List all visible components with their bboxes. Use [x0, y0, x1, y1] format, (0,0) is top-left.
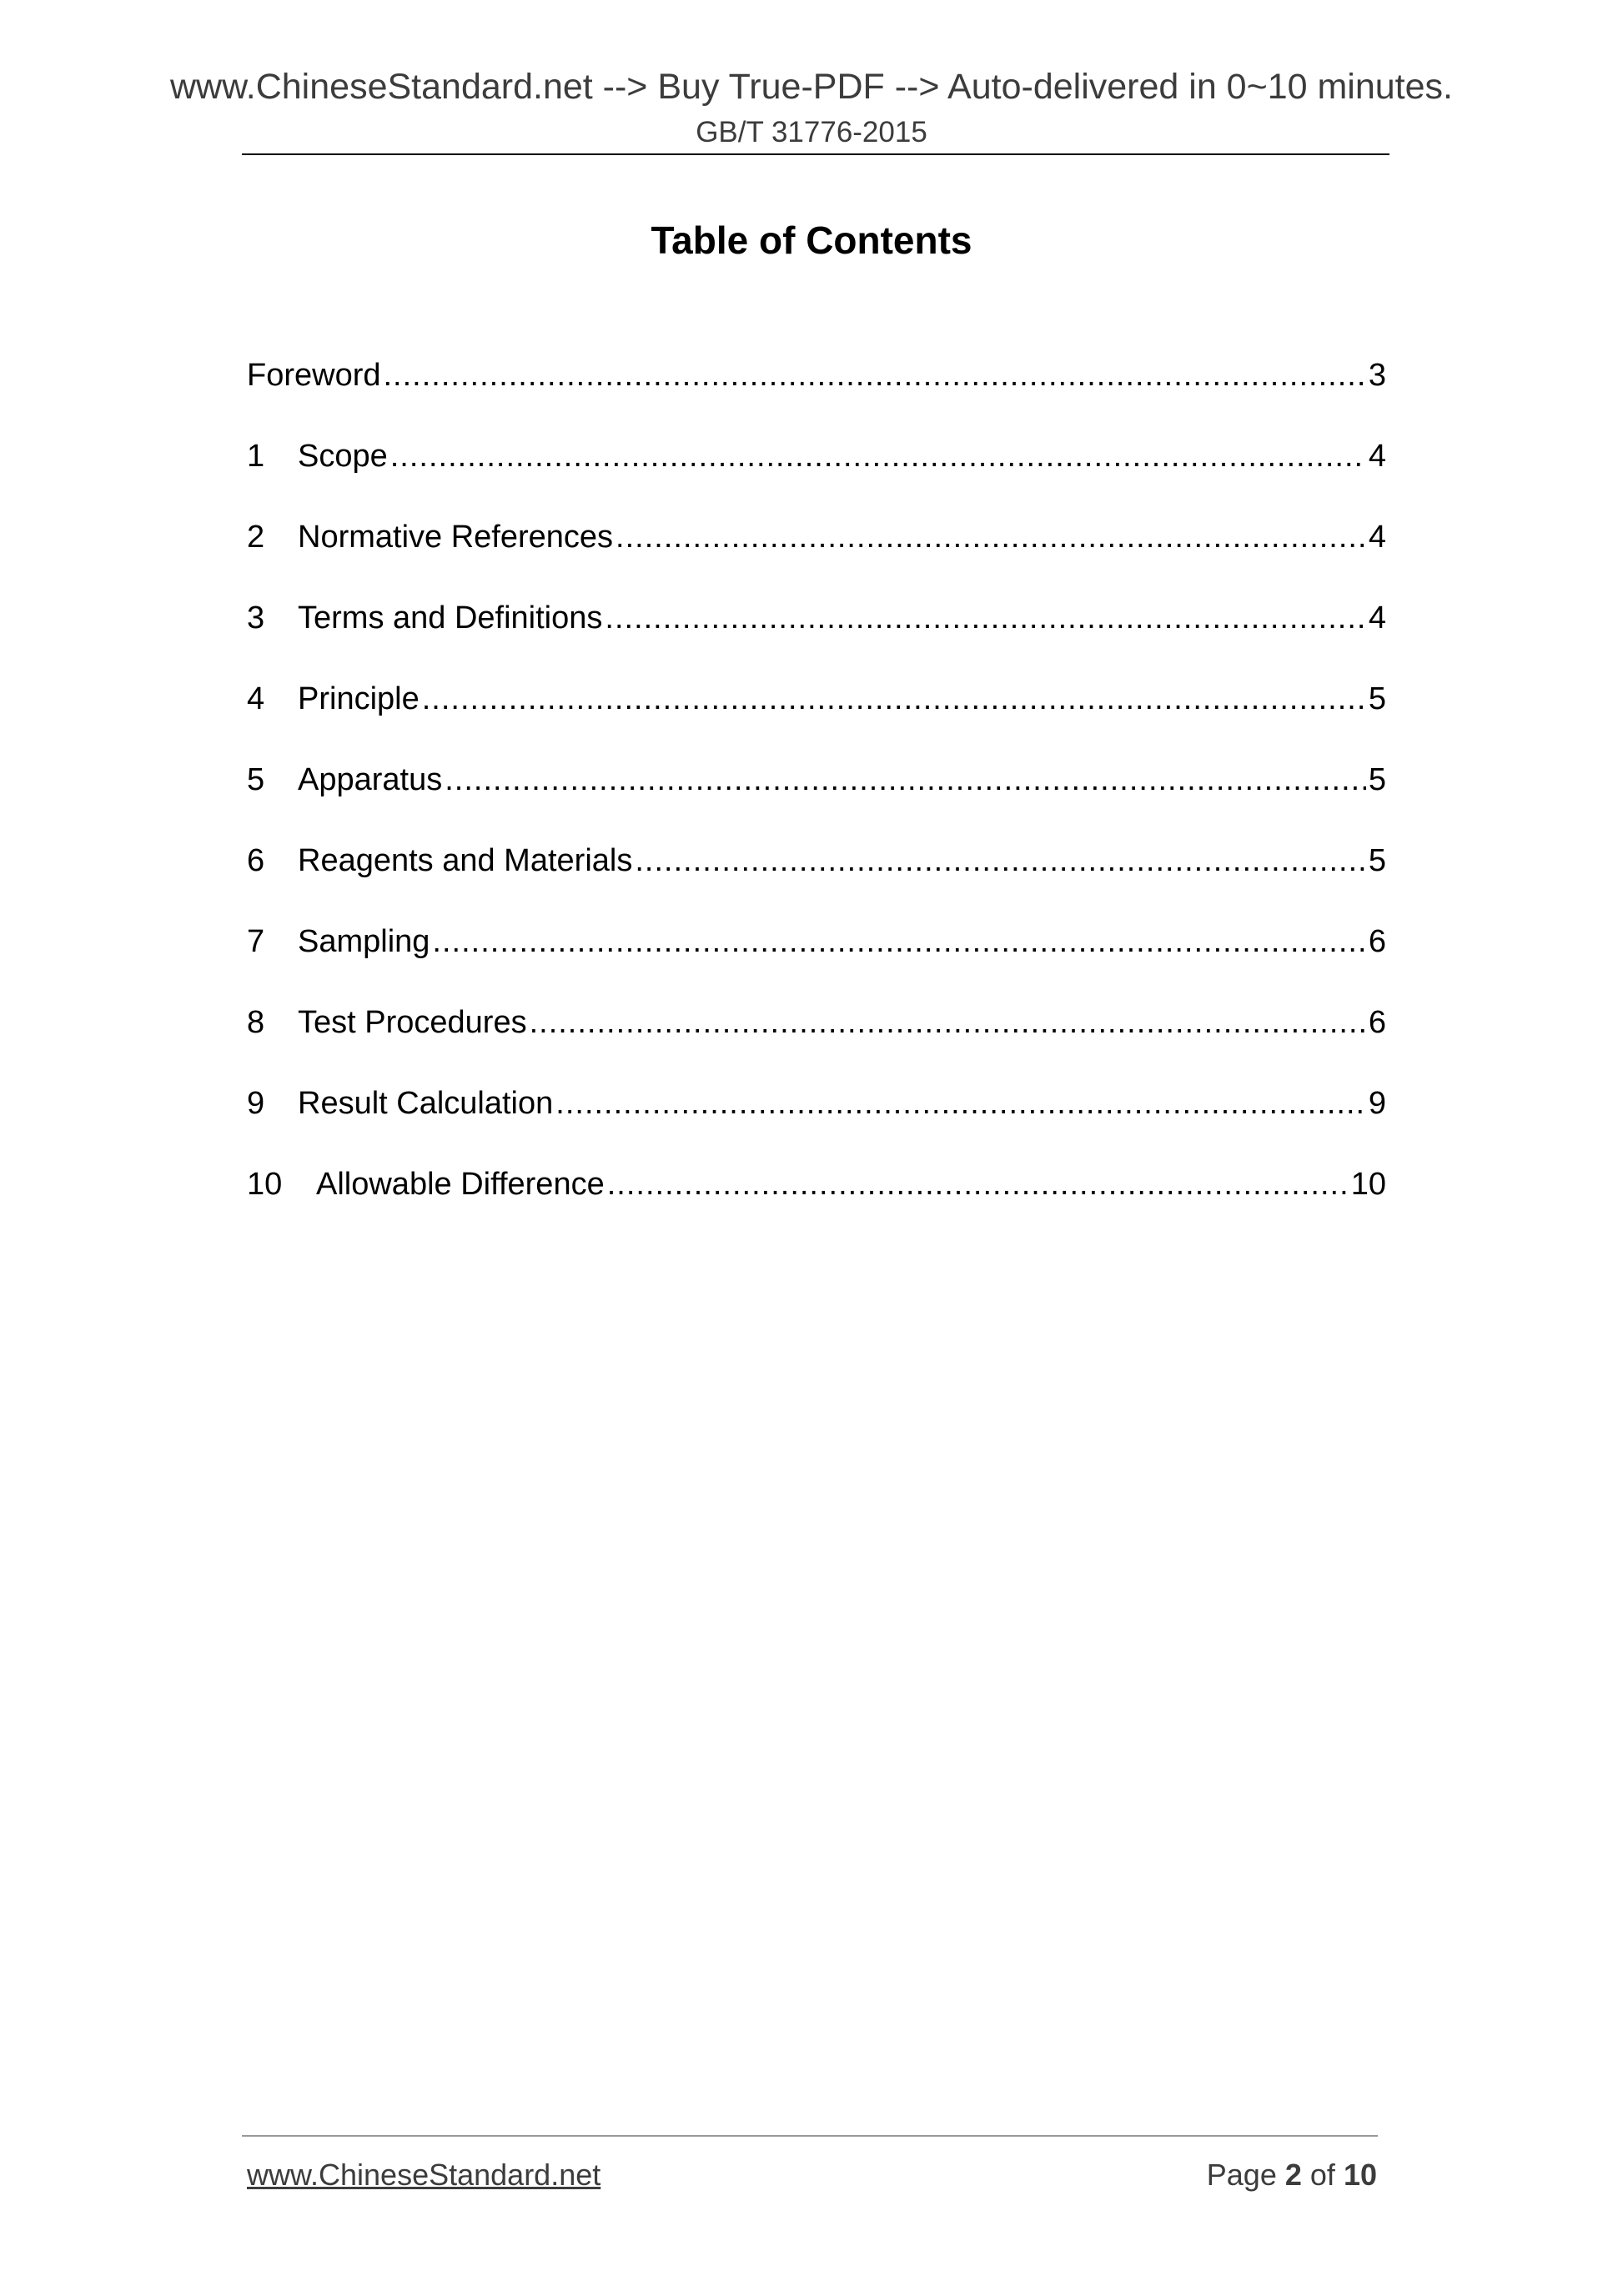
toc-entry-text: Normative References — [298, 520, 614, 555]
toc-page-number: 5 — [1368, 843, 1386, 878]
toc-entry-test-procedures[interactable] — [247, 997, 1386, 1078]
toc-dot-leader — [432, 917, 1365, 967]
toc-entry-sampling[interactable] — [247, 917, 1386, 997]
toc-entry-text: Foreword — [247, 358, 381, 393]
toc-page-number: 10 — [1350, 1167, 1386, 1202]
toc-dot-leader — [384, 350, 1366, 400]
toc-section-number: 10 — [247, 1167, 283, 1202]
toc-entry-text: Allowable Difference — [316, 1167, 605, 1202]
toc-entry-allowable-difference[interactable] — [247, 1159, 1386, 1240]
toc-entry-normative-references[interactable] — [247, 512, 1386, 593]
toc-section-number: 3 — [247, 600, 265, 636]
page-indicator — [1207, 2155, 1377, 2195]
toc-entry-foreword[interactable] — [247, 350, 1386, 431]
toc-entry-text: Sampling — [298, 924, 430, 959]
toc-page-number: 9 — [1368, 1086, 1386, 1121]
page-prefix: Page — [1206, 2158, 1277, 2192]
toc-page-number: 6 — [1368, 1005, 1386, 1040]
toc-entry-text: Reagents and Materials — [298, 843, 633, 878]
header-banner: www.ChineseStandard.net --> Buy True-PDF --> Auto-delivered in 0~10 minutes. — [169, 67, 1453, 107]
toc-entry-text: Terms and Definitions — [298, 600, 603, 636]
toc-entry-apparatus[interactable] — [247, 755, 1386, 836]
toc-dot-leader — [530, 997, 1366, 1048]
page-of-label: of — [1309, 2158, 1335, 2192]
toc-dot-leader — [635, 836, 1366, 886]
toc-page-number: 5 — [1368, 681, 1386, 716]
current-page-number: 2 — [1284, 2158, 1302, 2192]
toc-entry-text: Result Calculation — [298, 1086, 554, 1121]
toc-section-number: 5 — [247, 762, 265, 797]
toc-entry-text: Apparatus — [298, 762, 443, 797]
toc-entry-scope[interactable] — [247, 431, 1386, 512]
toc-section-number: 7 — [247, 924, 265, 959]
footer-site-link[interactable]: www.ChineseStandard.net — [247, 2158, 601, 2192]
toc-title: Table of Contents — [651, 219, 972, 262]
toc-section-number: 1 — [247, 439, 265, 474]
toc-entry-text: Principle — [298, 681, 420, 716]
standard-code: GB/T 31776-2015 — [696, 116, 927, 148]
toc-page-number: 5 — [1368, 762, 1386, 797]
toc-dot-leader — [605, 593, 1365, 643]
footer-divider — [242, 2135, 1378, 2137]
toc-section-number: 6 — [247, 843, 265, 878]
toc-dot-leader — [555, 1078, 1366, 1128]
toc-entry-result-calculation[interactable] — [247, 1078, 1386, 1159]
toc-dot-leader — [390, 431, 1366, 481]
toc-page-number: 4 — [1368, 520, 1386, 555]
toc-section-number: 9 — [247, 1086, 265, 1121]
toc-section-number: 8 — [247, 1005, 265, 1040]
toc-page-number: 3 — [1368, 358, 1386, 393]
toc-section-number: 2 — [247, 520, 265, 555]
toc-dot-leader — [422, 674, 1366, 724]
toc-page-number: 4 — [1368, 600, 1386, 636]
toc-page-number: 4 — [1368, 439, 1386, 474]
toc-dot-leader — [445, 755, 1366, 805]
toc-section-number: 4 — [247, 681, 265, 716]
toc-entry-text: Test Procedures — [298, 1005, 527, 1040]
toc-entry-text: Scope — [298, 439, 388, 474]
toc-entry-principle[interactable] — [247, 674, 1386, 755]
table-of-contents — [247, 350, 1386, 1240]
toc-entry-terms-and-definitions[interactable] — [247, 593, 1386, 674]
header-divider — [242, 153, 1389, 155]
toc-dot-leader — [607, 1159, 1349, 1209]
toc-page-number: 6 — [1368, 924, 1386, 959]
total-pages-number: 10 — [1343, 2158, 1377, 2192]
toc-entry-reagents-and-materials[interactable] — [247, 836, 1386, 917]
toc-dot-leader — [616, 512, 1366, 562]
